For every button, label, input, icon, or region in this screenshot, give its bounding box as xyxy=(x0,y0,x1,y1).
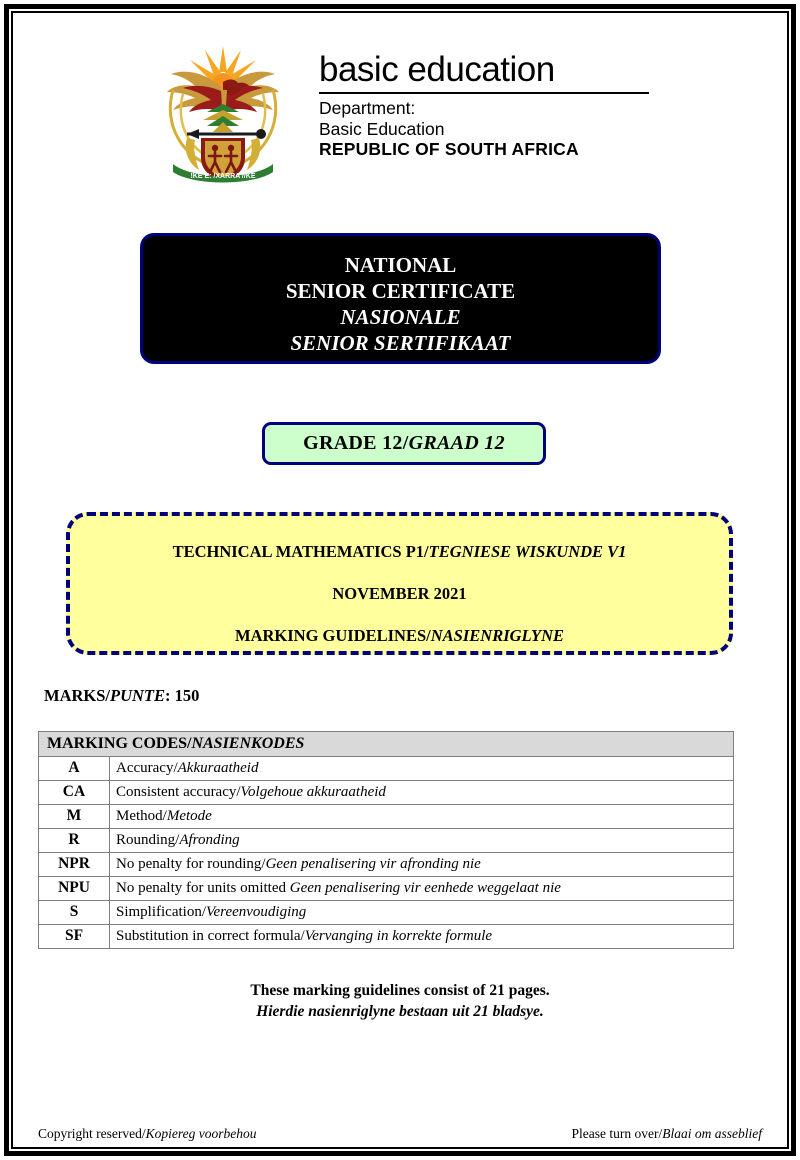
subject-line xyxy=(70,542,729,562)
description-english: Method/ xyxy=(116,807,167,824)
department-line-3: REPUBLIC OF SOUTH AFRICA xyxy=(319,139,579,159)
certificate-line-4: SENIOR SERTIFIKAAT xyxy=(290,331,511,355)
footer-copyright-afrikaans: Kopiereg voorbehou xyxy=(145,1126,257,1141)
description-english: Consistent accuracy/ xyxy=(116,783,241,800)
description-english: Substitution in correct formula/ xyxy=(116,927,305,944)
table-row xyxy=(39,853,734,877)
code-cell: S xyxy=(39,901,110,925)
description-cell xyxy=(110,901,734,925)
table-header-afrikaans: NASIENKODES xyxy=(191,734,305,752)
grade-label-afrikaans: GRAAD 12 xyxy=(408,432,505,454)
pages-note-afrikaans: Hierdie nasienriglyne bestaan uit 21 bladsye. xyxy=(256,1003,544,1020)
department-line-1: Department: xyxy=(319,98,416,118)
footer-turn-over-english: Please turn over/ xyxy=(571,1126,663,1141)
description-english: Simplification/ xyxy=(116,903,206,920)
code-cell: NPU xyxy=(39,877,110,901)
footer-turn-over xyxy=(572,1126,762,1142)
marking-codes-table xyxy=(38,731,734,949)
code-cell: M xyxy=(39,805,110,829)
footer-copyright-english: Copyright reserved/ xyxy=(38,1126,146,1141)
document-type-english: MARKING GUIDELINES/ xyxy=(235,626,431,645)
document-type-afrikaans: NASIENRIGLYNE xyxy=(430,626,564,645)
table-row xyxy=(39,901,734,925)
subject-info-box xyxy=(66,512,733,655)
table-header-row xyxy=(39,732,734,757)
code-cell: NPR xyxy=(39,853,110,877)
code-cell: CA xyxy=(39,781,110,805)
subject-name-afrikaans: TEGNIESE WISKUNDE V1 xyxy=(428,542,627,561)
certificate-line-1: NATIONAL xyxy=(344,253,457,277)
table-row xyxy=(39,829,734,853)
grade-label-english: GRADE 12/ xyxy=(303,432,409,454)
subject-name-english: TECHNICAL MATHEMATICS P1/ xyxy=(172,542,429,561)
description-afrikaans: Volgehoue akkuraatheid xyxy=(240,783,386,800)
certificate-title-box xyxy=(140,233,661,364)
marks-label-afrikaans: PUNTE xyxy=(110,686,165,705)
description-english: No penalty for rounding/ xyxy=(116,855,266,872)
description-cell xyxy=(110,877,734,901)
pages-note xyxy=(0,980,800,1022)
description-cell xyxy=(110,757,734,781)
footer-copyright xyxy=(38,1126,256,1142)
description-cell xyxy=(110,853,734,877)
code-cell: A xyxy=(39,757,110,781)
certificate-line-3: NASIONALE xyxy=(340,305,461,329)
description-cell xyxy=(110,925,734,949)
exam-session: NOVEMBER 2021 xyxy=(332,584,467,603)
masthead-text xyxy=(317,50,657,160)
description-cell xyxy=(110,805,734,829)
description-afrikaans: Afronding xyxy=(179,831,240,848)
table-row xyxy=(39,877,734,901)
masthead xyxy=(0,28,800,188)
description-cell xyxy=(110,829,734,853)
marks-value: : 150 xyxy=(165,686,200,705)
brand-rule xyxy=(319,92,649,94)
code-cell: R xyxy=(39,829,110,853)
description-afrikaans: Vervanging in korrekte formule xyxy=(304,927,493,944)
table-row xyxy=(39,925,734,949)
description-english: No penalty for units omitted xyxy=(116,879,290,896)
marks-line xyxy=(44,686,199,706)
department-line-2: Basic Education xyxy=(319,118,445,139)
table-row xyxy=(39,805,734,829)
marking-codes-table-body xyxy=(39,732,734,949)
document-type-line xyxy=(70,626,729,646)
table-header-cell xyxy=(39,732,734,757)
grade-box xyxy=(262,422,546,465)
table-row xyxy=(39,757,734,781)
marks-label-english: MARKS/ xyxy=(44,686,110,705)
brand-title: basic education xyxy=(319,50,555,89)
pages-note-english: These marking guidelines consist of 21 pages. xyxy=(250,982,550,999)
description-afrikaans: Vereenvoudiging xyxy=(206,903,307,920)
footer-turn-over-afrikaans: Blaai om asseblief xyxy=(662,1126,762,1141)
description-cell xyxy=(110,781,734,805)
description-english: Accuracy/ xyxy=(116,759,178,776)
table-header-english: MARKING CODES/ xyxy=(47,734,192,752)
certificate-line-2: SENIOR CERTIFICATE xyxy=(285,279,516,303)
south-africa-coat-of-arms-icon xyxy=(143,28,303,188)
department-block xyxy=(317,98,657,160)
code-cell: SF xyxy=(39,925,110,949)
table-row xyxy=(39,781,734,805)
description-afrikaans: Geen penalisering vir eenhede weggelaat nie xyxy=(289,879,561,896)
page-footer xyxy=(38,1126,762,1142)
svg-text:!KE E: /XARRA //KE: !KE E: /XARRA //KE xyxy=(190,173,256,180)
description-afrikaans: Akkuraatheid xyxy=(177,759,259,776)
description-afrikaans: Metode xyxy=(166,807,212,824)
description-afrikaans: Geen penalisering vir afronding nie xyxy=(265,855,481,872)
description-english: Rounding/ xyxy=(116,831,180,848)
